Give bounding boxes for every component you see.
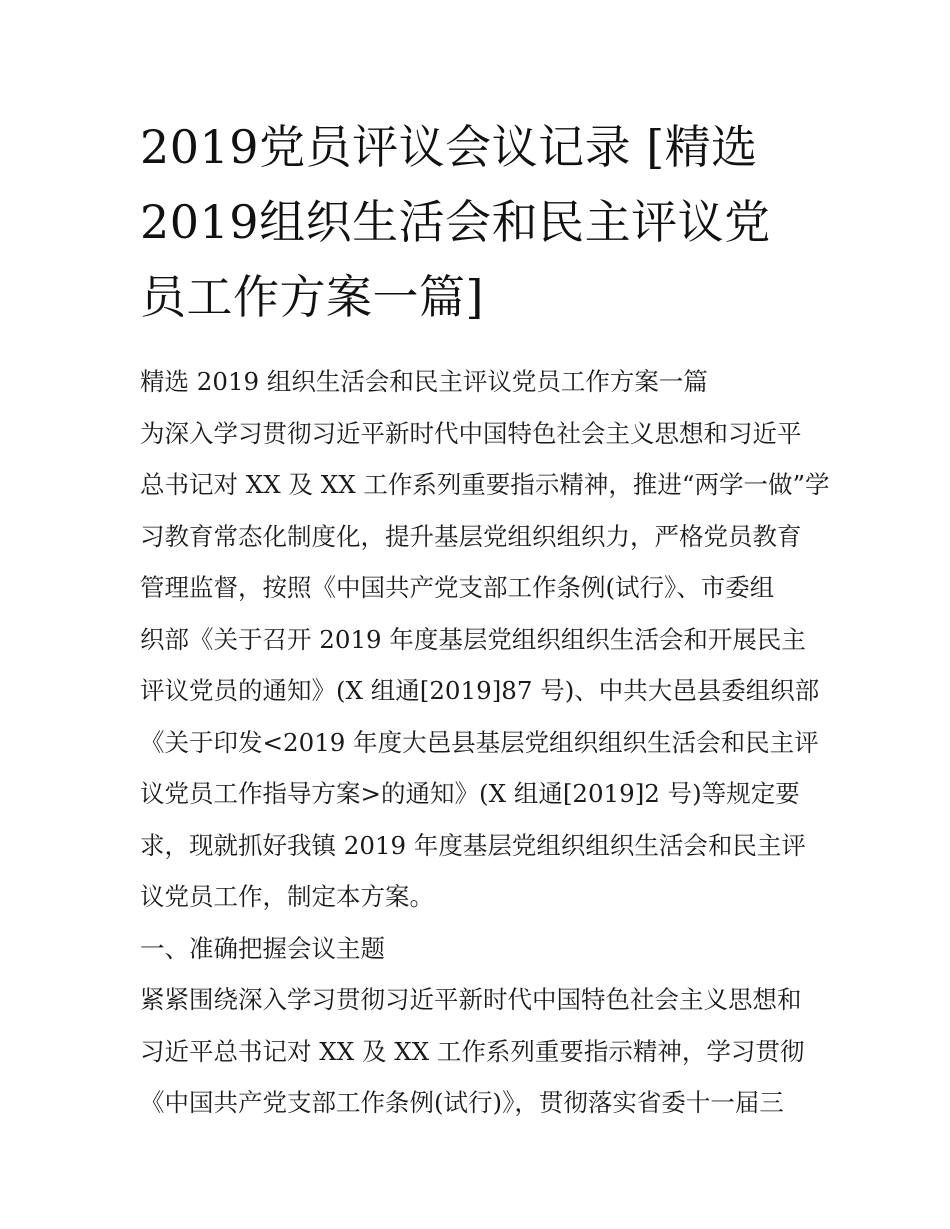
title-line-2: 2019组织生活会和民主评议党 bbox=[140, 195, 771, 249]
body-line: 总书记对 XX 及 XX 工作系列重要指示精神，推进“两学一做”学 bbox=[140, 470, 830, 499]
body-line: 织部《关于召开 2019 年度基层党组织组织生活会和开展民主 bbox=[140, 624, 806, 654]
document-body bbox=[140, 356, 830, 1129]
body-line: 议党员工作，制定本方案。 bbox=[140, 882, 434, 911]
body-line: 紧紧围绕深入学习贯彻习近平新时代中国特色社会主义思想和 bbox=[140, 985, 802, 1014]
body-line: 习教育常态化制度化，提升基层党组织组织力，严格党员教育 bbox=[140, 521, 802, 551]
section-heading: 一、准确把握会议主题 bbox=[140, 933, 385, 963]
body-line: 习近平总书记对 XX 及 XX 工作系列重要指示精神，学习贯彻 bbox=[140, 1036, 805, 1066]
body-line: 管理监督，按照《中国共产党支部工作条例(试行》、市委组 bbox=[140, 573, 775, 602]
body-line: 《关于印发<2019 年度大邑县基层党组织组织生活会和民主评 bbox=[140, 727, 819, 757]
title-line-3: 员工作方案一篇] bbox=[140, 270, 484, 324]
title-line-1: 2019党员评议会议记录 [精选 bbox=[140, 120, 758, 174]
body-line-subtitle: 精选 2019 组织生活会和民主评议党员工作方案一篇 bbox=[140, 367, 708, 396]
body-line: 求，现就抓好我镇 2019 年度基层党组织组织生活会和民主评 bbox=[140, 830, 806, 860]
body-line: 为深入学习贯彻习近平新时代中国特色社会主义思想和习近平 bbox=[140, 418, 802, 448]
document-title bbox=[140, 110, 820, 335]
body-line: 议党员工作指导方案>的通知》(X 组通[2019]2 号)等规定要 bbox=[140, 779, 800, 808]
body-line: 评议党员的通知》(X 组通[2019]87 号)、中共大邑县委组织部 bbox=[140, 676, 820, 705]
body-line: 《中国共产党支部工作条例(试行)》，贯彻落实省委十一届三 bbox=[140, 1088, 784, 1117]
